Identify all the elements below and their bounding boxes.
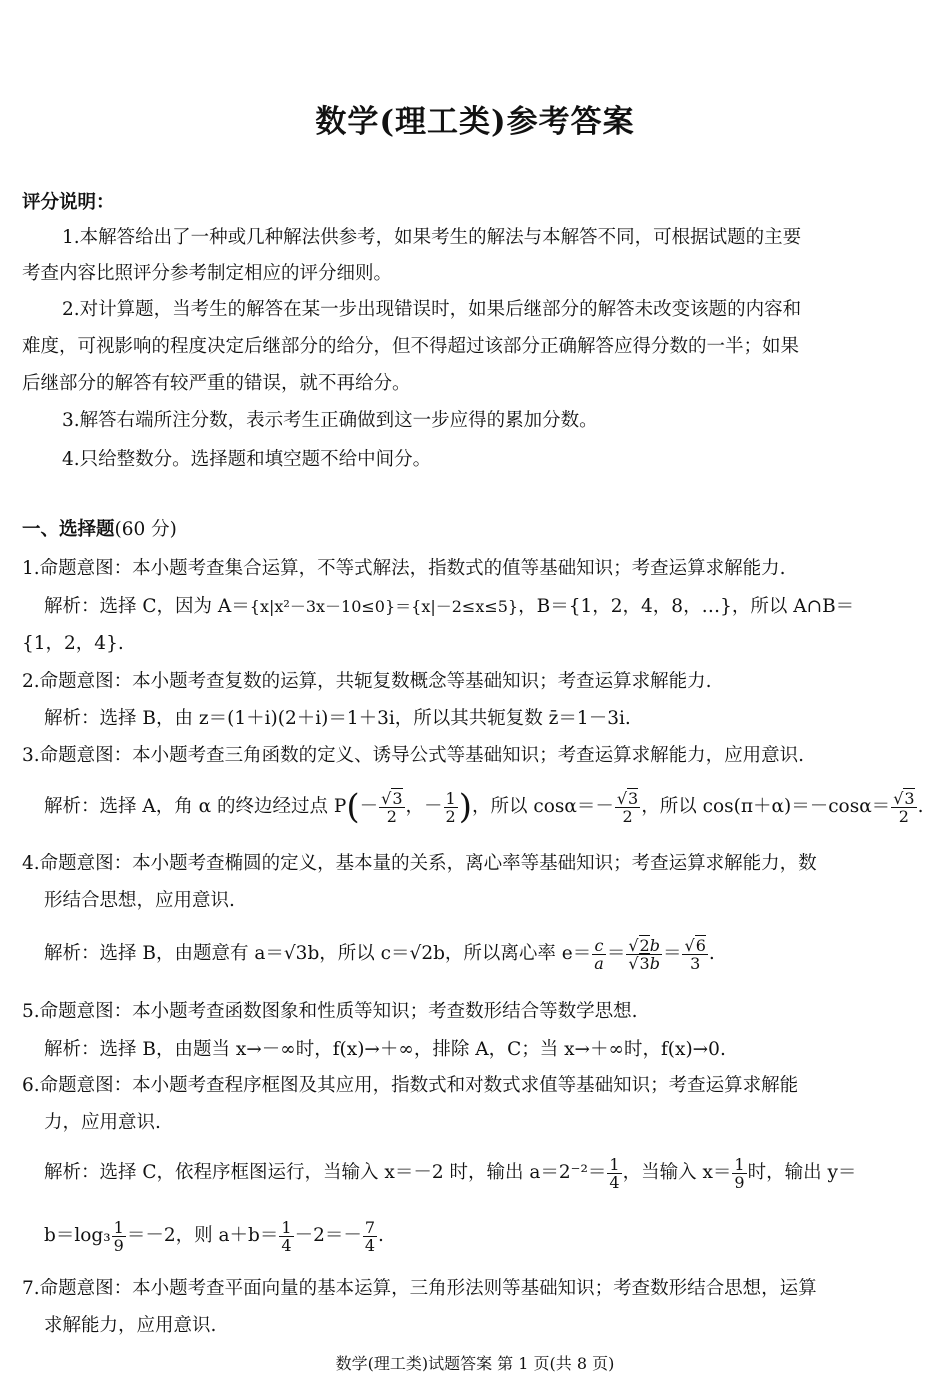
q6-analysis-part-2: ，当输入 x＝ xyxy=(622,1162,732,1183)
q1-analysis-part-2: ，B＝{1，2，4，8，…}，所以 A∩B＝ xyxy=(518,596,855,617)
q4-analysis: 解析：选择 B，由题意有 a＝√3b，所以 c＝√2b，所以离心率 e＝ $\frac{c}{a}$ ＝ $\frac{√2b}{√3b}$ ＝ $\frac{√6}{3}$ . xyxy=(44,935,715,973)
fraction-sqrt3-over-2: $\frac{√3}{2}$ xyxy=(893,788,915,826)
fraction-1-over-4: $\frac{1}{4}$ xyxy=(609,1154,620,1192)
q6-analysis-part-7: . xyxy=(378,1225,384,1246)
q3-analysis-part-2: ，所以 cosα＝－ xyxy=(471,796,614,817)
q6-intent-line-2: 力，应用意识. xyxy=(44,1112,161,1133)
q1-analysis xyxy=(44,595,854,619)
q5-analysis: 解析：选择 B，由题当 x→－∞时，f(x)→＋∞，排除 A，C；当 x→＋∞时，f(x)→0. xyxy=(44,1039,726,1060)
paren-close: ) xyxy=(458,787,472,827)
q1-intent: 1.命题意图：本小题考查集合运算，不等式解法，指数式的值等基础知识；考查运算求解能力. xyxy=(22,558,786,579)
paren-open: ( xyxy=(346,787,360,827)
q5-intent: 5.命题意图：本小题考查函数图象和性质等知识；考查数形结合等数学思想. xyxy=(22,1001,638,1022)
fraction-1-over-2: $\frac{1}{2}$ xyxy=(445,788,456,826)
q7-intent-line-1: 7.命题意图：本小题考查平面向量的基本运算，三角形法则等基础知识；考查数形结合思想，运算 xyxy=(22,1278,817,1299)
q1-analysis-part-1: 解析：选择 C，因为 A＝ xyxy=(44,596,250,617)
q1-set-a: {x|x²－3x－10≤0}＝{x|－2≤x≤5} xyxy=(249,597,519,616)
section-heading-label: 一、选择题 xyxy=(22,519,115,540)
fraction-sqrt3-over-2: $\frac{√3}{2}$ xyxy=(381,788,403,826)
grading-rule-3: 3.解答右端所注分数，表示考生正确做到这一步应得的累加分数。 xyxy=(62,410,598,431)
q4-analysis-part-2: . xyxy=(708,943,715,964)
q3-analysis-part-1: 解析：选择 A，角 α 的终边经过点 P xyxy=(44,796,347,817)
q3-analysis: 解析：选择 A，角 α 的终边经过点 P(－ $\frac{√3}{2}$ ，－ $\frac{1}{2}$ )，所以 cosα＝－ $\frac{√3}{2}$ ，所以 cos(π＋α)＝－cosα＝ $\frac{√3}{2}$ . xyxy=(44,787,924,827)
q6-analysis-line-1 xyxy=(44,1151,856,1195)
page-footer: 数学(理工类)试题答案 第 1 页(共 8 页) xyxy=(335,1354,615,1373)
grading-rule-1-line-1: 1.本解答给出了一种或几种解法供参考，如果考生的解法与本解答不同，可根据试题的主要 xyxy=(62,227,802,248)
fraction-sqrt3-over-2: $\frac{√3}{2}$ xyxy=(616,788,639,826)
fraction-sqrt2b-over-sqrt3b: $\frac{√2b}{√3b}$ xyxy=(628,935,660,973)
grading-rule-4: 4.只给整数分。选择题和填空题不给中间分。 xyxy=(62,449,432,470)
section-heading xyxy=(22,518,177,542)
grading-rule-2-line-2: 难度，可视影响的程度决定后继部分的给分，但不得超过该部分正确解答应得分数的一半；如果 xyxy=(22,336,800,357)
q6-analysis-line-2 xyxy=(44,1214,384,1258)
q3-intent: 3.命题意图：本小题考查三角函数的定义、诱导公式等基础知识；考查运算求解能力，应用意识. xyxy=(22,745,805,766)
fraction-1-over-9: $\frac{1}{9}$ xyxy=(113,1217,124,1255)
q3-analysis-part-4: . xyxy=(917,796,924,817)
section-points: (60 分) xyxy=(114,519,177,540)
q4-intent-line-2: 形结合思想，应用意识. xyxy=(44,890,235,911)
q1-analysis-line-2: {1，2，4}. xyxy=(22,633,124,654)
q3-analysis-part-3: ，所以 cos(π＋α)＝－cosα＝ xyxy=(641,796,891,817)
grading-rule-2-line-3: 后继部分的解答有较严重的错误，就不再给分。 xyxy=(22,373,411,394)
grading-rule-1-line-2: 考查内容比照评分参考制定相应的评分细则。 xyxy=(22,263,393,284)
q2-intent: 2.命题意图：本小题考查复数的运算，共轭复数概念等基础知识；考查运算求解能力. xyxy=(22,671,712,692)
q6-analysis-part-4: b＝log₃ xyxy=(44,1225,111,1246)
q6-analysis-part-3: 时，输出 y＝ xyxy=(747,1162,857,1183)
q6-intent-line-1: 6.命题意图：本小题考查程序框图及其应用，指数式和对数式求值等基础知识；考查运算求解能 xyxy=(22,1075,799,1096)
fraction-c-over-a: $\frac{c}{a}$ xyxy=(594,935,604,973)
fraction-7-over-4: $\frac{7}{4}$ xyxy=(364,1217,376,1255)
q2-analysis: 解析：选择 B，由 z＝(1＋i)(2＋i)＝1＋3i，所以其共轭复数 z̄＝1－3i. xyxy=(44,708,631,729)
fraction-1-over-4: $\frac{1}{4}$ xyxy=(281,1217,292,1255)
page-title: 数学(理工类)参考答案 xyxy=(315,104,635,140)
q6-analysis-part-1: 解析：选择 C，依程序框图运行，当输入 x＝－2 时，输出 a＝2⁻²＝ xyxy=(44,1162,607,1183)
fraction-1-over-9: $\frac{1}{9}$ xyxy=(734,1154,745,1192)
fraction-sqrt6-over-3: $\frac{√6}{3}$ xyxy=(684,935,706,973)
q6-analysis-part-5: ＝－2，则 a＋b＝ xyxy=(126,1225,279,1246)
q7-intent-line-2: 求解能力，应用意识. xyxy=(44,1315,217,1336)
q4-analysis-part-1: 解析：选择 B，由题意有 a＝√3b，所以 c＝√2b，所以离心率 e＝ xyxy=(44,943,592,964)
q4-intent-line-1: 4.命题意图：本小题考查椭圆的定义，基本量的关系，离心率等基础知识；考查运算求解能力，数 xyxy=(22,853,817,874)
grading-rule-2-line-1: 2.对计算题，当考生的解答在某一步出现错误时，如果后继部分的解答未改变该题的内容和 xyxy=(62,299,802,320)
q6-analysis-part-6: －2＝－ xyxy=(294,1225,362,1246)
grading-heading: 评分说明： xyxy=(22,192,115,213)
